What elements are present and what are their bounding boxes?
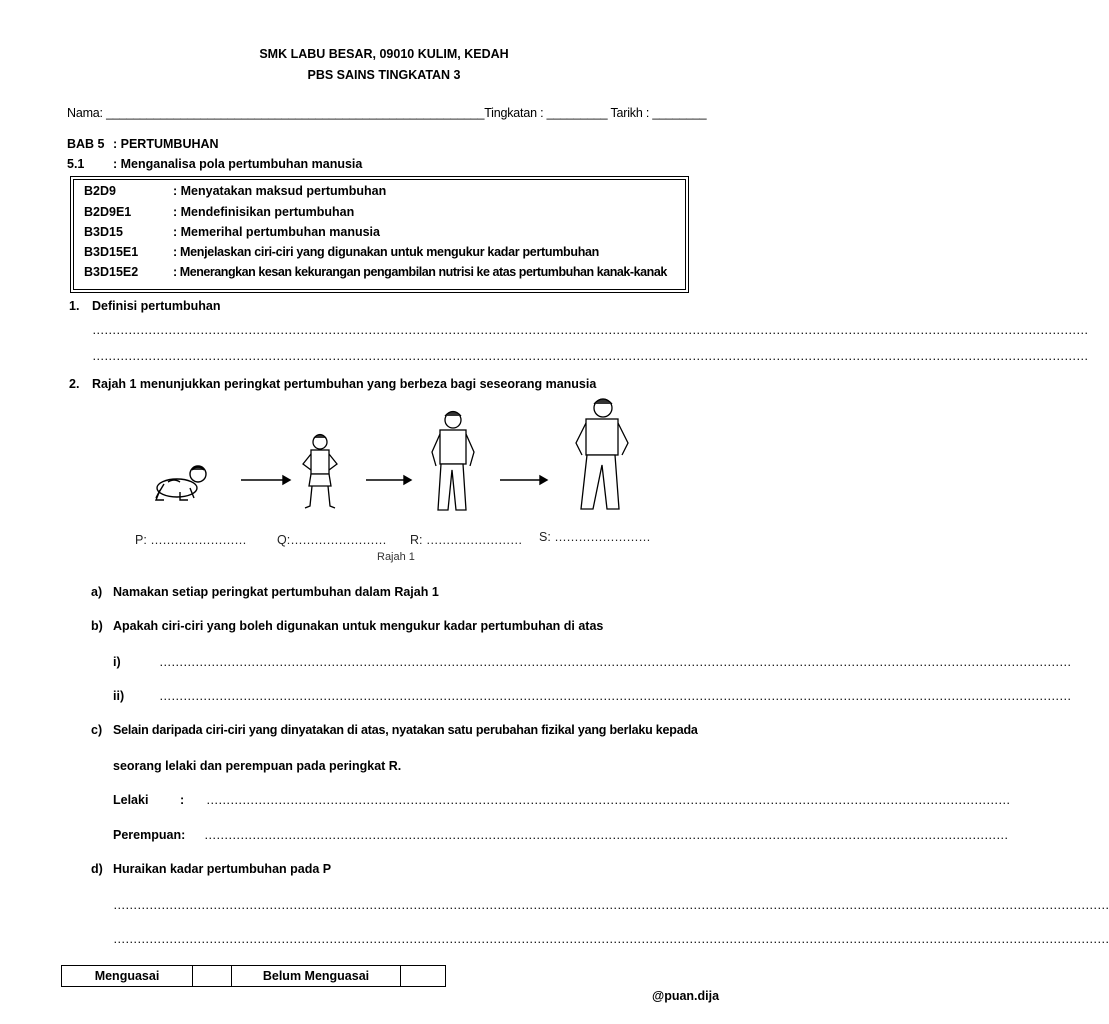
part-c-letter: c) <box>91 723 103 737</box>
field-colon: : <box>180 793 185 807</box>
part-b-item-label: ii) <box>113 689 125 703</box>
section-title: : Menganalisa pola pertumbuhan manusia <box>113 157 363 171</box>
standard-desc: : Mendefinisikan pertumbuhan <box>173 205 355 219</box>
part-b-text: Apakah ciri-ciri yang boleh digunakan untuk mengukur kadar pertumbuhan di atas <box>113 619 604 633</box>
standard-desc: : Menyatakan maksud pertumbuhan <box>173 184 387 198</box>
field-label-lelaki: Lelaki <box>113 793 149 807</box>
figure-label-s: S: …………………… <box>539 530 651 544</box>
part-b-letter: b) <box>91 619 103 633</box>
part-d-text: Huraikan kadar pertumbuhan pada P <box>113 862 332 876</box>
answer-line[interactable]: …………………………………………………………………………………………………………………………………………………………………………………………………………………………… <box>92 323 1088 337</box>
part-a-letter: a) <box>91 585 103 599</box>
q1-number: 1. <box>69 299 80 313</box>
chapter-title: : PERTUMBUHAN <box>113 137 219 151</box>
part-a-text: Namakan setiap peringkat pertumbuhan dalam Rajah 1 <box>113 585 439 599</box>
arrow-icon <box>366 476 411 484</box>
q2-number: 2. <box>69 377 80 391</box>
figure-label-p: P: …………………… <box>135 533 247 547</box>
belum-menguasai-checkbox[interactable] <box>401 966 446 987</box>
assessment-table <box>61 965 446 987</box>
chapter-number: BAB 5 <box>67 137 105 151</box>
menguasai-checkbox[interactable] <box>193 966 232 987</box>
standard-code: B3D15 <box>84 225 123 239</box>
belum-menguasai-label: Belum Menguasai <box>232 966 401 987</box>
part-b-item-label: i) <box>113 655 121 669</box>
answer-line[interactable]: …………………………………………………………………………………………………………………………………………………………………………………………………………………………… <box>92 349 1088 363</box>
standard-desc: : Memerihal pertumbuhan manusia <box>173 225 380 239</box>
answer-line[interactable]: ………………………………………………………………………………………………………………………………………………………………………………… <box>204 828 1008 842</box>
figure-label-r: R: …………………… <box>410 533 522 547</box>
baby-crawling-illustration <box>156 466 206 500</box>
menguasai-label: Menguasai <box>62 966 193 987</box>
field-label-perempuan: Perempuan: <box>113 828 186 842</box>
answer-line[interactable]: ………………………………………………………………………………………………………………………………………………………………………………………………………… <box>159 655 1071 669</box>
arrow-icon <box>241 476 290 484</box>
standard-code: B3D15E2 <box>84 265 139 279</box>
section-number: 5.1 <box>67 157 85 171</box>
answer-line[interactable]: …………………………………………………………………………………………………………………………………………………………………………………………………………………………… <box>113 932 1109 946</box>
q2-text: Rajah 1 menunjukkan peringkat pertumbuhan yang berbeza bagi seseorang manusia <box>92 377 597 391</box>
figure-caption: Rajah 1 <box>377 551 415 563</box>
adult-illustration <box>576 399 628 509</box>
student-info-line: Nama: ________________________________________________________Tingkatan : _________ Tarikh : ________ <box>67 106 707 120</box>
teenager-illustration <box>432 412 474 511</box>
growth-stages-figure <box>140 392 660 522</box>
q1-text: Definisi pertumbuhan <box>92 299 221 313</box>
school-title: SMK LABU BESAR, 09010 KULIM, KEDAH <box>259 47 509 61</box>
answer-line[interactable]: ………………………………………………………………………………………………………………………………………………………………………………………………………… <box>159 689 1071 703</box>
part-c-text: Selain daripada ciri-ciri yang dinyatakan di atas, nyatakan satu perubahan fizikal yang berlaku kepada <box>113 723 698 737</box>
standard-code: B2D9 <box>84 184 116 198</box>
part-c-continuation: seorang lelaki dan perempuan pada peringkat R. <box>113 759 402 773</box>
subject-title: PBS SAINS TINGKATAN 3 <box>307 68 461 82</box>
standard-desc: : Menjelaskan ciri-ciri yang digunakan untuk mengukur kadar pertumbuhan <box>173 245 600 259</box>
standard-desc: : Menerangkan kesan kekurangan pengambilan nutrisi ke atas pertumbuhan kanak-kanak <box>173 265 667 279</box>
standard-code: B2D9E1 <box>84 205 132 219</box>
author-credit: @puan.dija <box>652 989 720 1003</box>
figure-label-q: Q:…………………… <box>277 533 387 547</box>
child-illustration <box>303 435 337 509</box>
answer-line[interactable]: ………………………………………………………………………………………………………………………………………………………………………………… <box>206 793 1010 807</box>
standard-code: B3D15E1 <box>84 245 139 259</box>
part-d-letter: d) <box>91 862 103 876</box>
arrow-icon <box>500 476 547 484</box>
answer-line[interactable]: …………………………………………………………………………………………………………………………………………………………………………………………………………………………… <box>113 898 1109 912</box>
